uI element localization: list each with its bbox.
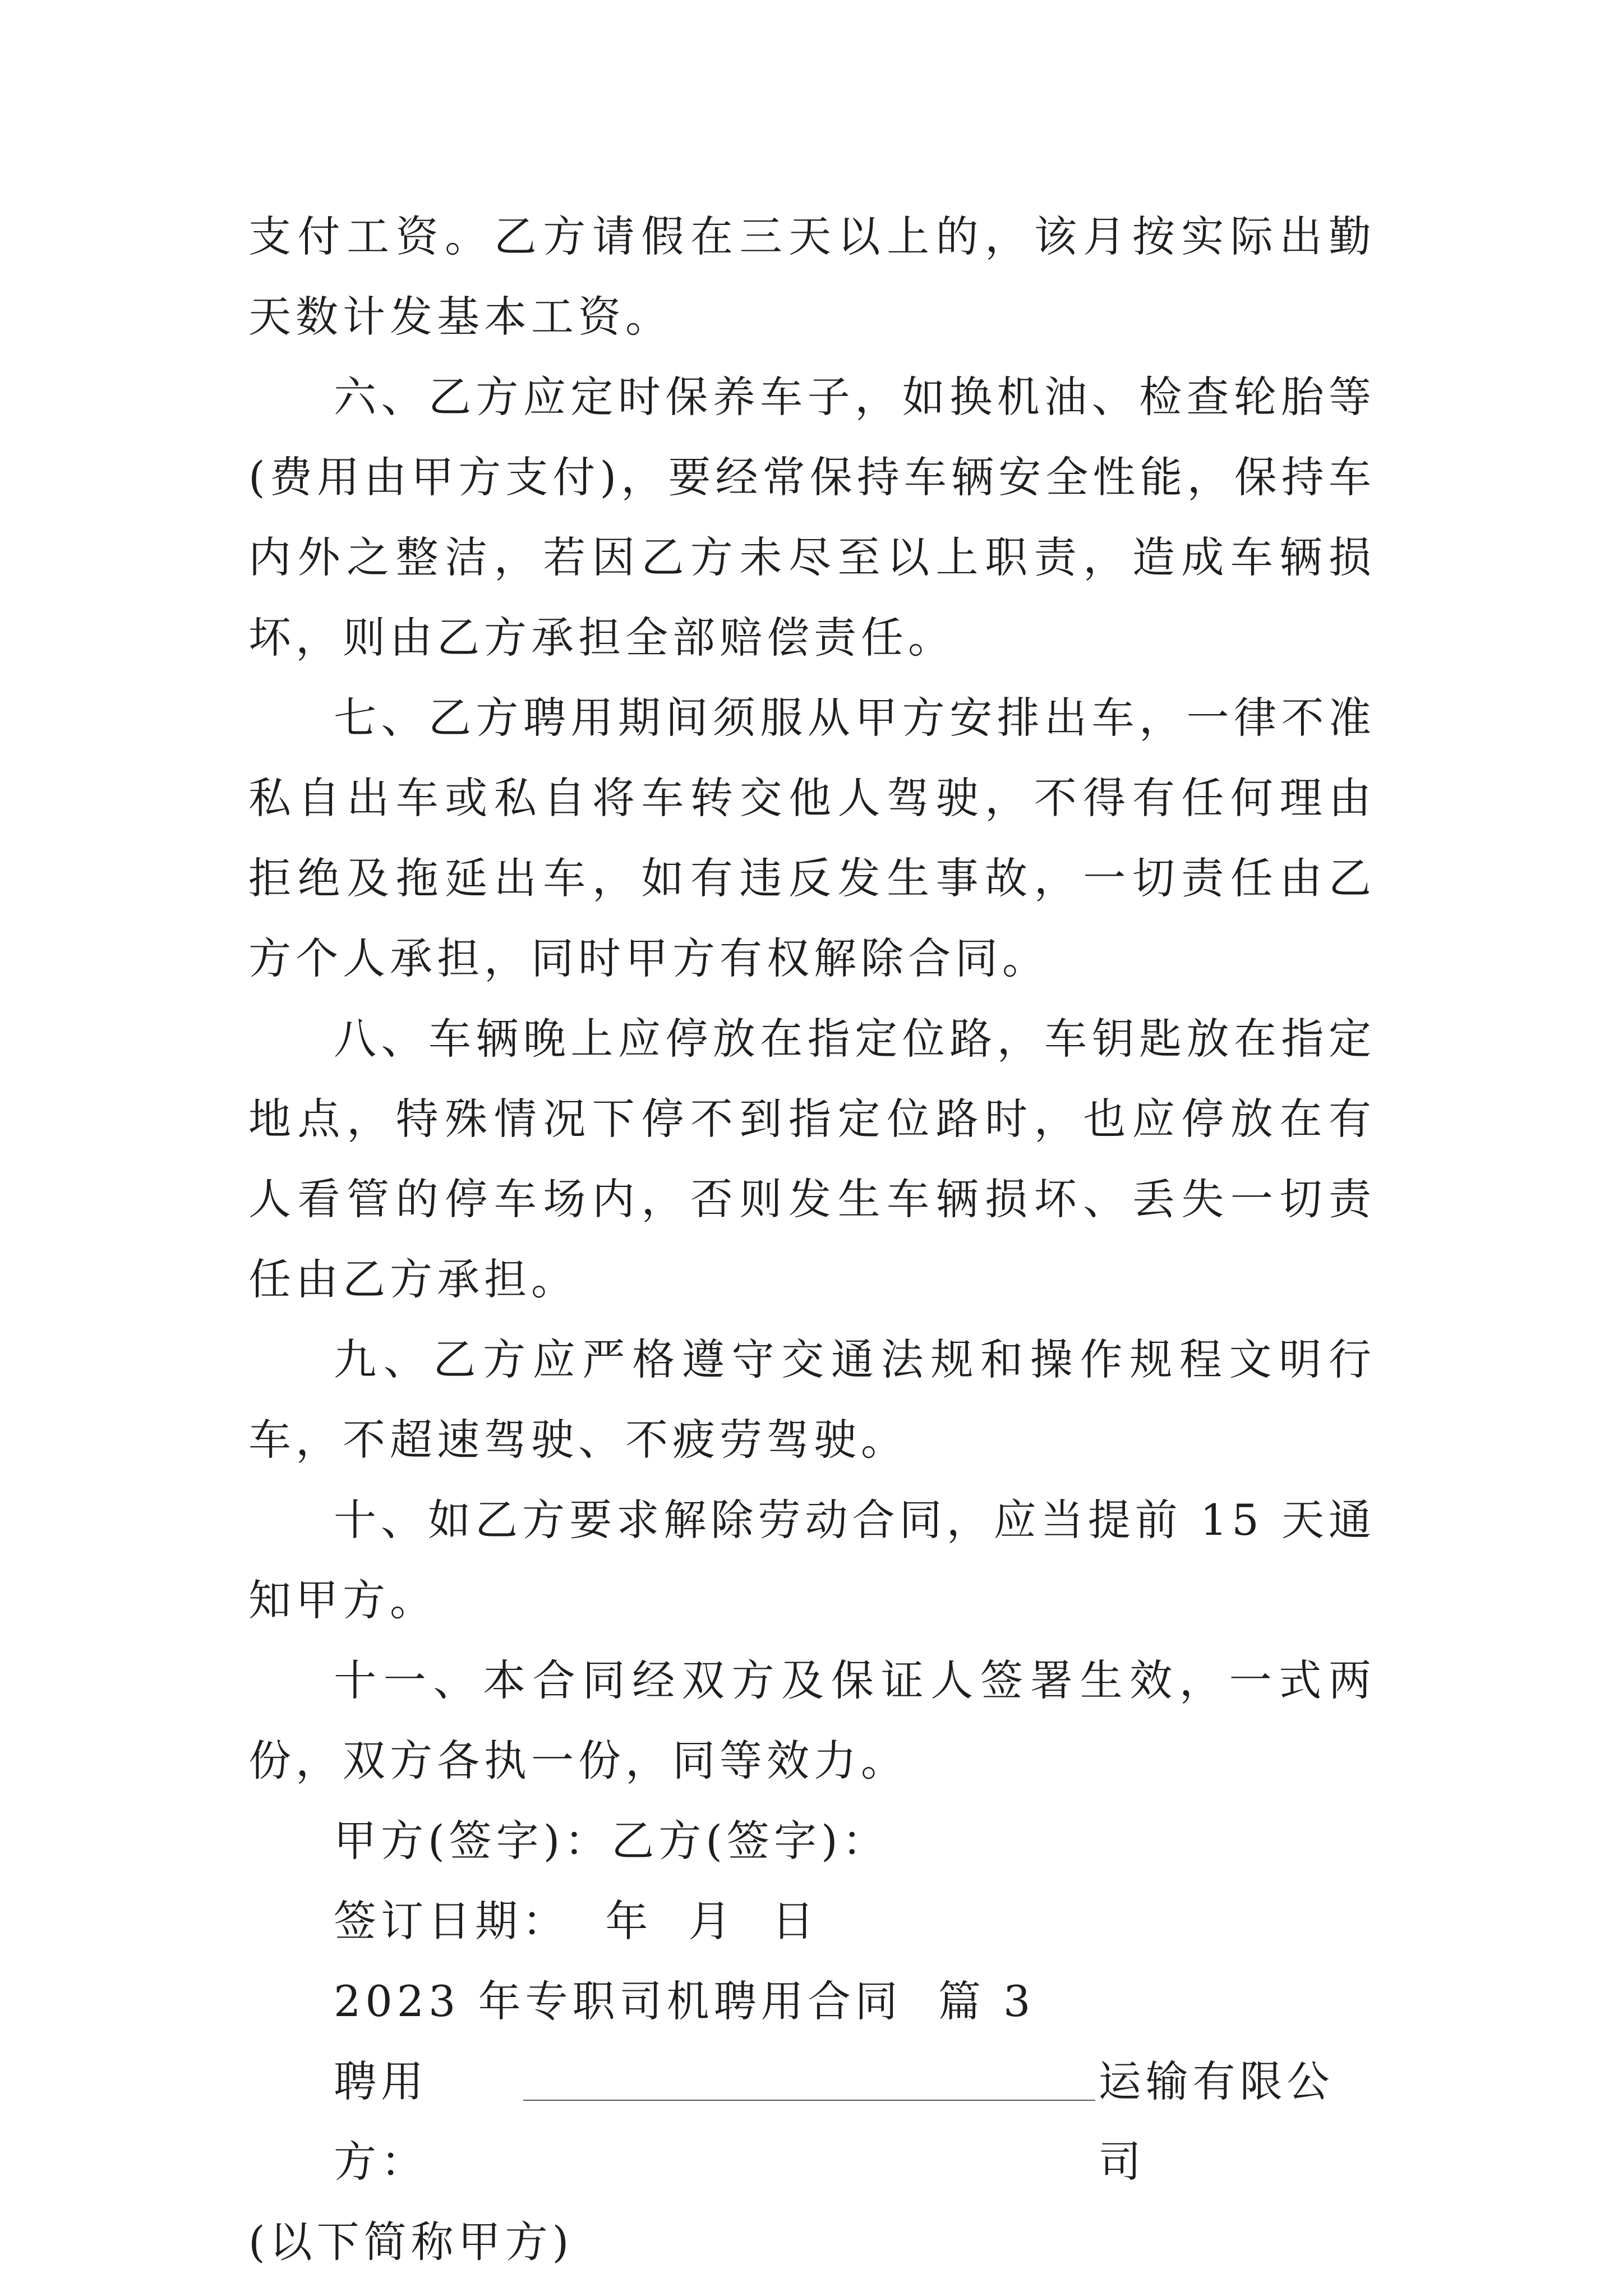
section-title: 2023 年专职司机聘用合同 篇 3 bbox=[334, 1976, 1035, 2026]
employer-abbrev: (以下简称甲方) bbox=[248, 2217, 574, 2267]
signing-date: 签订日期： 年 月 日 bbox=[334, 1896, 819, 1946]
clause-6: 六、乙方应定时保养车子，如换机油、检查轮胎等(费用由甲方支付)，要经常保持车辆安全性能，保持车内外之整洁，若因乙方未尽至以上职责，造成车辆损坏，则由乙方承担全部赔偿责任。 bbox=[248, 372, 1376, 662]
contract-body bbox=[248, 196, 1376, 2282]
clause-10: 十、如乙方要求解除劳动合同，应当提前 15 天通知甲方。 bbox=[248, 1495, 1376, 1625]
employer-suffix: 运输有限公司 bbox=[1098, 2056, 1334, 2187]
clause-7: 七、乙方聘用期间须服从甲方安排出车，一律不准私自出车或私自将车转交他人驾驶，不得有任何理由拒绝及拖延出车，如有违反发生事故，一切责任由乙方个人承担，同时甲方有权解除合同。 bbox=[248, 693, 1376, 983]
clause-11: 十一、本合同经双方及保证人签署生效，一式两份，双方各执一份，同等效力。 bbox=[248, 1655, 1376, 1786]
employer-label: 聘用方： bbox=[334, 2056, 428, 2187]
clause-5-continuation: 支付工资。乙方请假在三天以上的，该月按实际出勤天数计发基本工资。 bbox=[248, 211, 1376, 342]
signature-line: 甲方(签字)：乙方(签字)： bbox=[334, 1816, 889, 1866]
employer-name-blank bbox=[523, 2066, 1095, 2101]
clause-8: 八、车辆晚上应停放在指定位路，车钥匙放在指定地点，特殊情况下停不到指定位路时，也应停放在有人看管的停车场内，否则发生车辆损坏、丢失一切责任由乙方承担。 bbox=[248, 1014, 1376, 1304]
clause-9: 九、乙方应严格遵守交通法规和操作规程文明行车，不超速驾驶、不疲劳驾驶。 bbox=[248, 1335, 1376, 1465]
employer-line bbox=[248, 2041, 1376, 2202]
